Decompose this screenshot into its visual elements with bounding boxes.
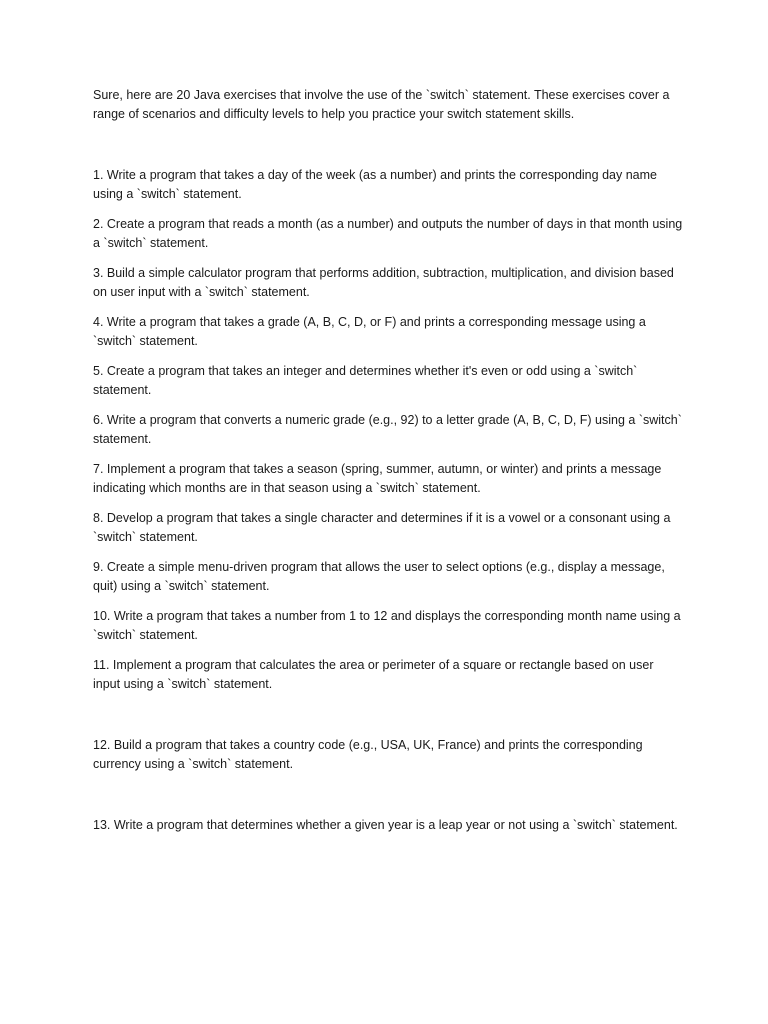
exercise-item: 10. Write a program that takes a number from 1 to 12 and displays the corresponding month name using a `switch` statement. <box>93 609 681 642</box>
document-body <box>93 86 683 846</box>
exercise-item: 1. Write a program that takes a day of the week (as a number) and prints the corresponding day name using a `switch` statement. <box>93 168 657 201</box>
exercise-item: 12. Build a program that takes a country code (e.g., USA, UK, France) and prints the corresponding currency using a `switch` statement. <box>93 738 643 771</box>
exercise-item: 5. Create a program that takes an integer and determines whether it's even or odd using a `switch` statement. <box>93 364 638 397</box>
exercise-item: 6. Write a program that converts a numeric grade (e.g., 92) to a letter grade (A, B, C, D, F) using a `switch` statement. <box>93 413 682 446</box>
exercise-item: 4. Write a program that takes a grade (A, B, C, D, or F) and prints a corresponding message using a `switch` statement. <box>93 315 646 348</box>
exercise-item: 3. Build a simple calculator program that performs addition, subtraction, multiplication, and division based on user input with a `switch` statement. <box>93 266 674 299</box>
exercise-item: 8. Develop a program that takes a single character and determines if it is a vowel or a consonant using a `switch` statement. <box>93 511 671 544</box>
exercise-item: 11. Implement a program that calculates the area or perimeter of a square or rectangle based on user input using a `switch` statement. <box>93 658 654 691</box>
exercise-item: 13. Write a program that determines whether a given year is a leap year or not using a `switch` statement. <box>93 818 678 832</box>
exercise-item: 2. Create a program that reads a month (as a number) and outputs the number of days in that month using a `switch` statement. <box>93 217 683 250</box>
exercise-item: 7. Implement a program that takes a season (spring, summer, autumn, or winter) and prints a message indicating which months are in that season using a `switch` statement. <box>93 462 662 495</box>
intro-paragraph: Sure, here are 20 Java exercises that involve the use of the `switch` statement. These exercises cover a range of scenarios and difficulty levels to help you practice your switch statement skills. <box>93 88 670 121</box>
exercise-item: 9. Create a simple menu-driven program that allows the user to select options (e.g., display a message, quit) using a `switch` statement. <box>93 560 665 593</box>
